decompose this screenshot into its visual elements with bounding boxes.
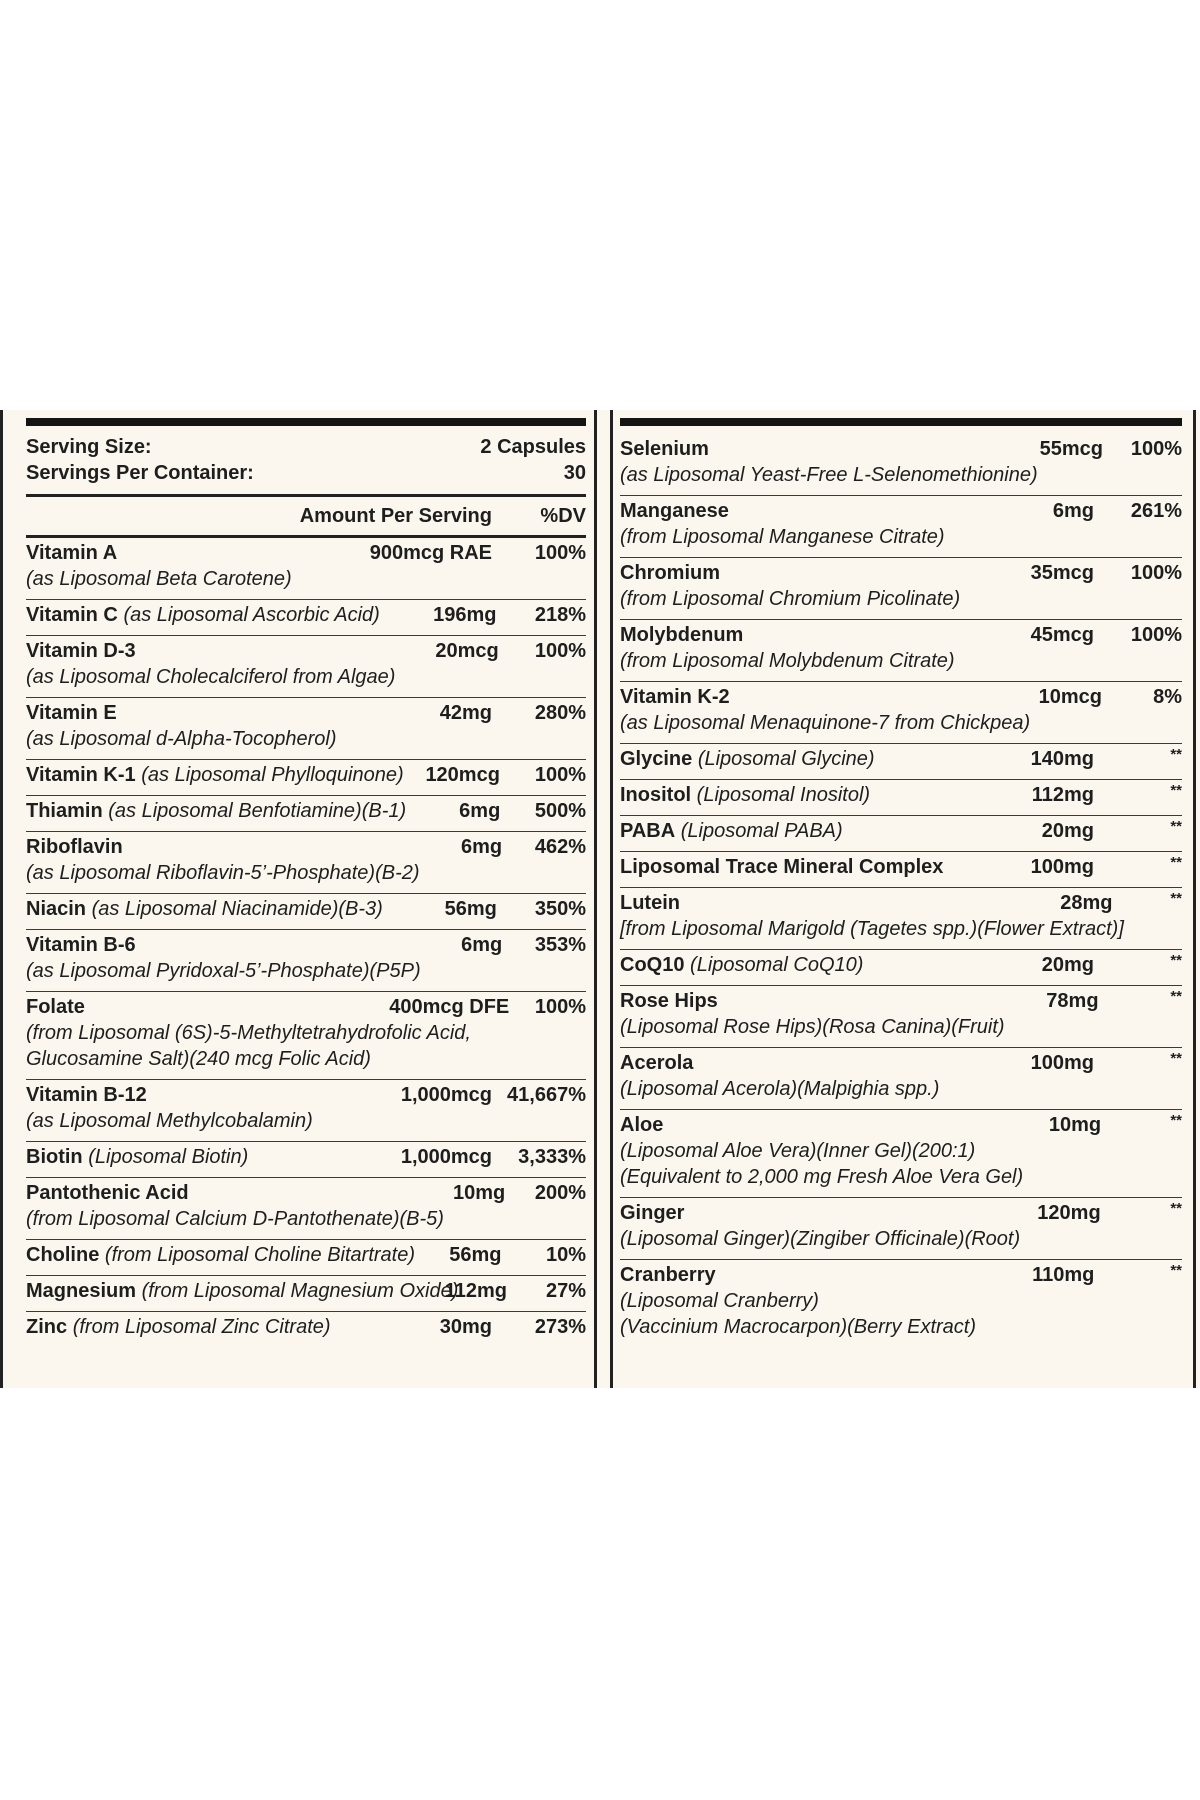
nutrient-row — [26, 832, 586, 894]
nutrient-name-cell — [620, 436, 1038, 488]
nutrient-name: Molybdenum — [620, 624, 744, 646]
right-nutrient-list — [620, 434, 1182, 1347]
nutrient-row — [620, 744, 1182, 780]
nutrient-source-line: (as Liposomal Yeast-Free L-Selenomethionine) — [620, 464, 1038, 486]
nutrient-source-line: (from Liposomal Chromium Picolinate) — [620, 588, 961, 610]
nutrient-source-line: (as Liposomal Cholecalciferol from Algae) — [26, 666, 396, 688]
nutrient-name: Vitamin B-6 — [26, 934, 136, 956]
nutrient-name: Vitamin D-3 — [26, 640, 136, 662]
serving-size-value: 2 Capsules — [480, 436, 586, 458]
nutrient-name: Lutein — [620, 892, 680, 914]
nutrient-row — [26, 636, 586, 698]
nutrient-name: Biotin — [26, 1146, 83, 1168]
nutrient-amount: 10mg — [1048, 1114, 1102, 1136]
right-column — [620, 418, 1182, 1347]
nutrient-daily-value: 100% — [1130, 624, 1182, 646]
nutrient-row — [26, 1080, 586, 1142]
nutrient-daily-value: ** — [1170, 890, 1182, 907]
nutrient-source: (Liposomal PABA) — [680, 820, 843, 842]
nutrient-amount: 400mcg DFE — [389, 996, 510, 1018]
nutrient-name-cell — [26, 834, 420, 886]
nutrient-daily-value: 41,667% — [507, 1084, 586, 1106]
nutrient-row — [26, 760, 586, 796]
nutrient-row — [26, 538, 586, 600]
nutrient-source-line: (as Liposomal Menaquinone-7 from Chickpea) — [620, 712, 1031, 734]
nutrient-row — [620, 816, 1182, 852]
nutrient-amount: 56mg — [444, 898, 497, 920]
nutrient-row — [620, 558, 1182, 620]
servings-per-container-value: 30 — [563, 462, 586, 484]
nutrient-daily-value: 353% — [534, 934, 586, 956]
nutrient-name: Manganese — [620, 500, 729, 522]
nutrient-daily-value: 10% — [545, 1244, 586, 1266]
column-headers — [26, 497, 586, 535]
nutrient-daily-value: ** — [1170, 1262, 1183, 1279]
nutrient-row — [26, 796, 586, 832]
nutrient-daily-value: ** — [1170, 988, 1183, 1005]
nutrient-row — [26, 992, 586, 1080]
nutrient-name-cell — [26, 932, 421, 984]
nutrient-name: Vitamin E — [26, 702, 117, 724]
nutrient-name: CoQ10 — [620, 954, 685, 976]
nutrient-name: Chromium — [620, 562, 720, 584]
nutrient-source: (from Liposomal Magnesium Oxide) — [141, 1280, 459, 1302]
nutrient-amount: 6mg — [460, 836, 503, 858]
serving-info — [26, 434, 586, 494]
nutrient-amount: 42mg — [439, 702, 492, 724]
nutrient-name-cell — [620, 818, 974, 844]
nutrient-source-line: (Equivalent to 2,000 mg Fresh Aloe Vera Gel) — [620, 1166, 1024, 1188]
nutrient-amount: 78mg — [1046, 990, 1099, 1012]
nutrient-row — [620, 780, 1182, 816]
nutrient-row — [620, 620, 1182, 682]
nutrient-row — [620, 434, 1182, 496]
nutrient-name-cell — [26, 700, 352, 752]
nutrient-amount: 10mcg — [1038, 686, 1103, 708]
nutrient-source: (from Liposomal Choline Bitartrate) — [104, 1244, 416, 1266]
nutrient-amount: 35mcg — [1030, 562, 1094, 584]
nutrient-daily-value: 462% — [534, 836, 586, 858]
nutrient-amount: 28mg — [1060, 892, 1113, 914]
nutrient-row — [620, 1048, 1182, 1110]
nutrient-row — [26, 1276, 586, 1312]
nutrient-name-cell — [26, 1144, 352, 1170]
nutrient-name-cell — [620, 952, 974, 978]
nutrient-name-cell — [26, 1082, 352, 1134]
nutrient-source-line: (as Liposomal Riboflavin-5’-Phosphate)(B-2) — [26, 862, 420, 884]
nutrient-name-cell — [620, 746, 974, 772]
nutrient-daily-value: 350% — [534, 898, 586, 920]
nutrient-name: Zinc — [26, 1316, 68, 1338]
nutrient-name: Aloe — [620, 1114, 664, 1136]
nutrient-daily-value: 200% — [534, 1182, 586, 1204]
nutrient-daily-value: ** — [1170, 782, 1182, 799]
nutrient-name-cell — [26, 1242, 416, 1268]
nutrient-source-line: (Liposomal Aloe Vera)(Inner Gel)(200:1) — [620, 1140, 976, 1162]
nutrient-amount: 900mcg RAE — [369, 542, 492, 564]
nutrient-name: Niacin — [26, 898, 87, 920]
nutrient-source: (Liposomal Biotin) — [88, 1146, 249, 1168]
nutrient-name-cell — [26, 602, 380, 628]
nutrient-amount: 1,000mcg — [400, 1084, 492, 1106]
column-divider-left — [594, 410, 597, 1388]
nutrient-amount: 56mg — [449, 1244, 502, 1266]
nutrient-source-line: (Liposomal Cranberry) — [620, 1290, 819, 1312]
nutrient-name: Vitamin K-1 — [26, 764, 136, 786]
left-nutrient-list — [26, 538, 586, 1347]
nutrient-name-cell — [620, 1262, 975, 1340]
nutrient-amount: 110mg — [1032, 1264, 1095, 1286]
nutrient-amount: 120mcg — [425, 764, 500, 786]
left-column — [26, 418, 586, 1347]
nutrient-source-line: (as Liposomal Beta Carotene) — [26, 568, 292, 590]
nutrient-source: (Liposomal Inositol) — [696, 784, 871, 806]
nutrient-name: Rose Hips — [620, 990, 718, 1012]
nutrient-row — [620, 1198, 1182, 1260]
nutrient-amount: 112mg — [1031, 784, 1094, 806]
nutrient-name-cell — [26, 540, 352, 592]
nutrient-name: Cranberry — [620, 1264, 716, 1286]
nutrient-daily-value: 280% — [534, 702, 586, 724]
nutrient-row — [620, 1260, 1182, 1347]
nutrient-amount: 20mg — [1041, 954, 1094, 976]
nutrient-name: PABA — [620, 820, 676, 842]
nutrient-daily-value: 27% — [545, 1280, 587, 1302]
nutrient-daily-value: 3,333% — [518, 1146, 586, 1168]
nutrient-name: Magnesium — [26, 1280, 137, 1302]
nutrient-name: Ginger — [620, 1202, 685, 1224]
nutrient-source: (from Liposomal Zinc Citrate) — [72, 1316, 331, 1338]
nutrient-amount: 6mg — [459, 800, 501, 822]
nutrient-name: Inositol — [620, 784, 692, 806]
nutrient-name-cell — [620, 1200, 1021, 1252]
nutrient-daily-value: 100% — [534, 640, 586, 662]
nutrient-amount: 30mg — [439, 1316, 492, 1338]
nutrient-row — [26, 1240, 586, 1276]
nutrient-source: (as Liposomal Phylloquinone) — [141, 764, 404, 786]
amount-per-serving-header: Amount Per Serving — [299, 505, 492, 527]
nutrient-amount: 120mg — [1037, 1202, 1101, 1224]
serving-size-label: Serving Size: — [26, 436, 152, 458]
nutrient-name: Pantothenic Acid — [26, 1182, 189, 1204]
nutrient-row — [620, 1110, 1182, 1198]
nutrient-name-cell — [620, 498, 974, 550]
nutrient-daily-value: 100% — [1130, 562, 1182, 584]
nutrient-amount: 55mcg — [1039, 438, 1103, 460]
nutrient-daily-value: ** — [1170, 818, 1182, 835]
nutrient-name: Vitamin K-2 — [620, 686, 730, 708]
nutrient-amount: 1,000mcg — [400, 1146, 492, 1168]
nutrient-row — [26, 1142, 586, 1178]
nutrient-daily-value: 8% — [1153, 686, 1183, 708]
nutrient-amount: 112mg — [444, 1280, 508, 1302]
nutrient-daily-value: ** — [1170, 1112, 1182, 1129]
nutrient-row — [26, 600, 586, 636]
nutrient-name: Vitamin C — [26, 604, 118, 626]
nutrient-row — [26, 698, 586, 760]
nutrient-name: Liposomal Trace Mineral Complex — [620, 856, 944, 878]
nutrient-amount: 100mg — [1030, 856, 1094, 878]
nutrient-amount: 196mg — [433, 604, 497, 626]
nutrient-name: Choline — [26, 1244, 100, 1266]
column-divider-right — [610, 410, 613, 1388]
nutrient-name-cell — [26, 1180, 444, 1232]
nutrient-row — [26, 1178, 586, 1240]
nutrient-name: Vitamin A — [26, 542, 118, 564]
nutrient-name-cell — [620, 684, 1031, 736]
top-rule — [26, 418, 586, 426]
nutrient-name-cell — [620, 1050, 974, 1102]
nutrient-daily-value: 500% — [534, 800, 586, 822]
nutrient-name-cell — [26, 762, 404, 788]
nutrient-name-cell — [26, 1314, 352, 1340]
nutrient-row — [620, 496, 1182, 558]
nutrient-daily-value: 100% — [534, 996, 586, 1018]
nutrient-source: (as Liposomal Niacinamide)(B-3) — [91, 898, 383, 920]
nutrient-name-cell — [620, 622, 974, 674]
nutrient-amount: 140mg — [1030, 748, 1094, 770]
nutrient-source-line: (Liposomal Ginger)(Zingiber Officinale)(Root) — [620, 1228, 1021, 1250]
top-rule — [620, 418, 1182, 426]
nutrient-daily-value: ** — [1170, 1200, 1182, 1217]
nutrient-name: Acerola — [620, 1052, 694, 1074]
nutrient-name: Vitamin B-12 — [26, 1084, 147, 1106]
nutrient-amount: 20mcg — [435, 640, 499, 662]
nutrient-source-line: (as Liposomal Pyridoxal-5’-Phosphate)(P5P) — [26, 960, 421, 982]
nutrient-name-cell — [26, 638, 396, 690]
nutrient-row — [26, 1312, 586, 1347]
nutrient-daily-value: 218% — [534, 604, 586, 626]
left-border — [0, 410, 3, 1388]
supplement-facts-panel — [0, 410, 1200, 1388]
nutrient-name-cell — [620, 560, 974, 612]
nutrient-source-line: Glucosamine Salt)(240 mcg Folic Acid) — [26, 1048, 371, 1070]
nutrient-source: (Liposomal Glycine) — [697, 748, 875, 770]
nutrient-daily-value: ** — [1170, 746, 1182, 763]
nutrient-amount: 20mg — [1041, 820, 1094, 842]
nutrient-source-line: (from Liposomal Manganese Citrate) — [620, 526, 945, 548]
nutrient-amount: 6mg — [461, 934, 503, 956]
nutrient-source-line: (from Liposomal Molybdenum Citrate) — [620, 650, 955, 672]
nutrient-source-line: (from Liposomal Calcium D-Pantothenate)(B-5) — [26, 1208, 444, 1230]
nutrient-row — [620, 888, 1182, 950]
nutrient-source-line: (as Liposomal d-Alpha-Tocopherol) — [26, 728, 337, 750]
nutrient-source: (Liposomal CoQ10) — [690, 954, 864, 976]
nutrient-daily-value: 100% — [1130, 438, 1182, 460]
nutrient-name-cell — [620, 988, 1005, 1040]
nutrient-daily-value: ** — [1170, 854, 1182, 871]
nutrient-name: Riboflavin — [26, 836, 123, 858]
nutrient-source-line: (Liposomal Acerola)(Malpighia spp.) — [620, 1078, 940, 1100]
nutrient-source-line: (Liposomal Rose Hips)(Rosa Canina)(Fruit) — [620, 1016, 1005, 1038]
nutrient-name-cell — [26, 896, 383, 922]
nutrient-name: Selenium — [620, 438, 709, 460]
nutrient-row — [620, 986, 1182, 1048]
nutrient-row — [26, 894, 586, 930]
right-border — [1193, 410, 1196, 1388]
dv-header: %DV — [540, 505, 586, 527]
nutrient-name-cell — [620, 1112, 1024, 1190]
nutrient-row — [620, 682, 1182, 744]
nutrient-source: (as Liposomal Ascorbic Acid) — [123, 604, 380, 626]
nutrient-source-line: [from Liposomal Marigold (Tagetes spp.)(Flower Extract)] — [620, 918, 1124, 940]
nutrient-name: Glycine — [620, 748, 693, 770]
nutrient-amount: 6mg — [1052, 500, 1094, 522]
nutrient-daily-value: ** — [1170, 952, 1182, 969]
nutrient-source-line: (as Liposomal Methylcobalamin) — [26, 1110, 313, 1132]
nutrient-row — [620, 852, 1182, 888]
nutrient-daily-value: 273% — [534, 1316, 586, 1338]
nutrient-row — [620, 950, 1182, 986]
nutrient-daily-value: 100% — [534, 764, 586, 786]
nutrient-amount: 10mg — [453, 1182, 506, 1204]
nutrient-name: Folate — [26, 996, 85, 1018]
nutrient-source: (as Liposomal Benfotiamine)(B-1) — [108, 800, 407, 822]
nutrient-amount: 100mg — [1030, 1052, 1094, 1074]
nutrient-daily-value: ** — [1170, 1050, 1182, 1067]
nutrient-name: Thiamin — [26, 800, 103, 822]
nutrient-name-cell — [620, 854, 974, 880]
nutrient-name-cell — [26, 1278, 459, 1304]
nutrient-daily-value: 100% — [534, 542, 586, 564]
nutrient-source-line: (from Liposomal (6S)-5-Methyltetrahydrofolic Acid, — [26, 1022, 471, 1044]
nutrient-name-cell — [26, 798, 407, 824]
nutrient-name-cell — [620, 782, 974, 808]
nutrient-row — [26, 930, 586, 992]
nutrient-source-line: (Vaccinium Macrocarpon)(Berry Extract) — [620, 1316, 977, 1338]
servings-per-container-label: Servings Per Container: — [26, 462, 254, 484]
nutrient-daily-value: 261% — [1130, 500, 1182, 522]
nutrient-amount: 45mcg — [1030, 624, 1094, 646]
